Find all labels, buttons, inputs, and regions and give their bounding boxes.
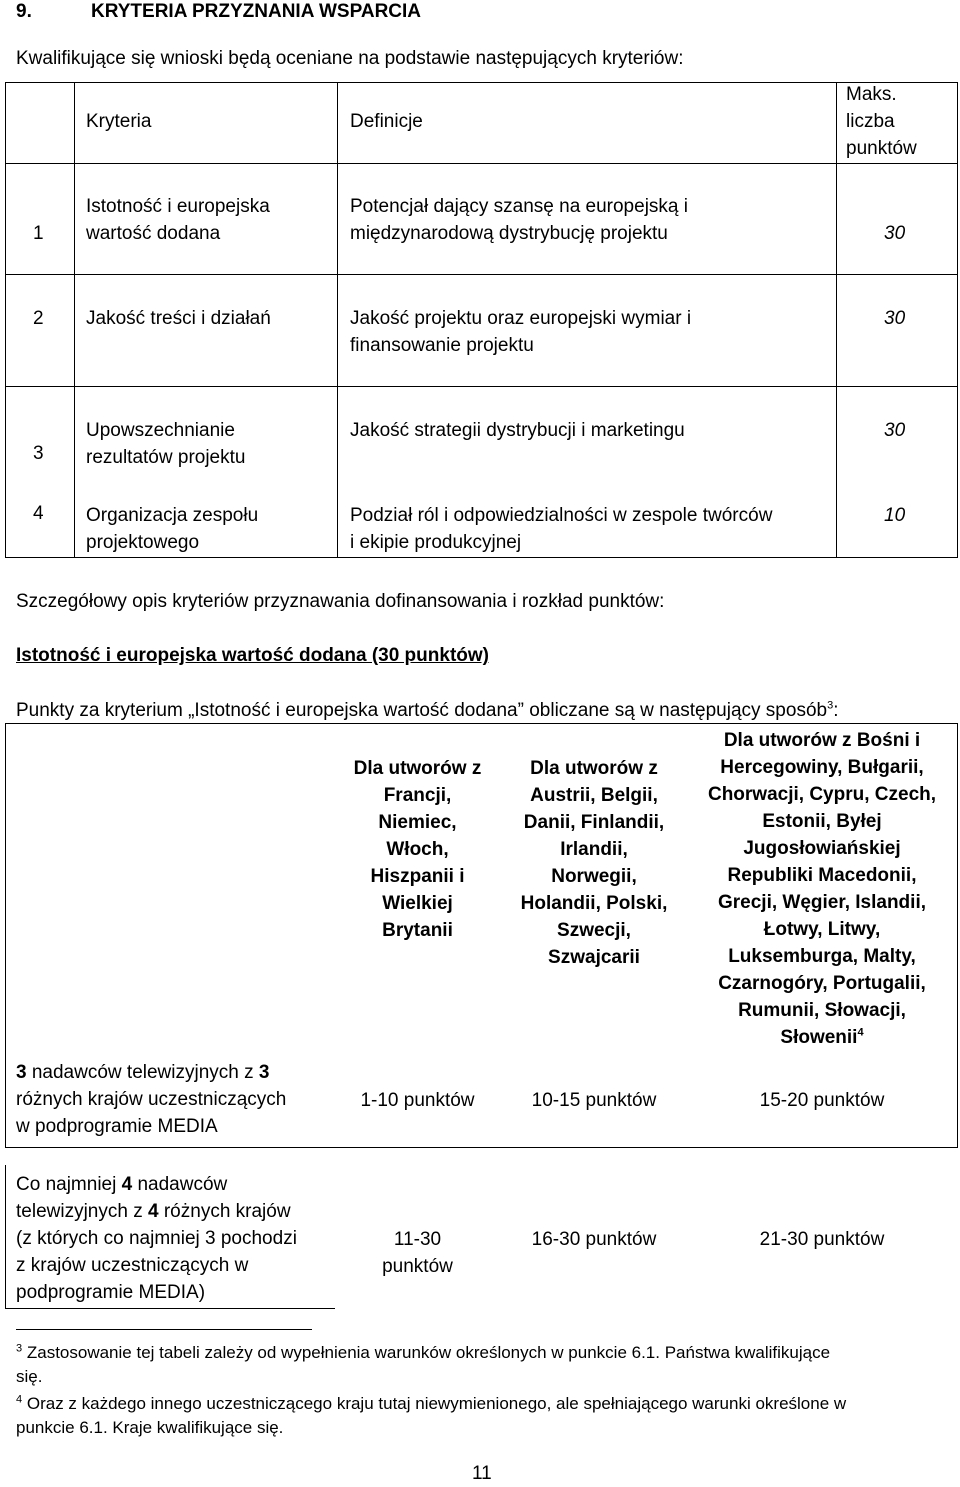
page-number: 11 — [472, 1463, 492, 1484]
section-number: 9. — [16, 1, 32, 22]
row4-def-l2: i ekipie produkcyjnej — [350, 532, 522, 553]
row4-criteria-l1: Organizacja zespołu — [86, 505, 259, 526]
row1-points: 30 — [884, 223, 906, 244]
row1-number: 1 — [33, 223, 44, 244]
row3-def-l1: Jakość strategii dystrybucji i marketingu — [350, 420, 685, 441]
row3-criteria-l2: rezultatów projektu — [86, 447, 246, 468]
col3-header: Dla utworów z Bośni i Hercegowiny, Bułgarii, Chorwacji, Cypru, Czech, Estonii, Byłej Jugosłowiańskiej Republiki Macedonii, Grecji, Węgier, Islandii, Łotwy, Litwy, Luksemburga, Malty, Czarnogóry, Portugalii, Rumunii, Słowacji, Słowenii$^4$ — [707, 730, 937, 1048]
points-row2-col1: 11-30 punktów — [382, 1229, 453, 1277]
row1-def-l1: Potencjał dający szansę na europejską i — [350, 196, 688, 217]
points-row1-col3: 15-20 punktów — [759, 1090, 885, 1111]
row1-criteria-l2: wartość dodana — [86, 223, 221, 244]
points-row2-label: Co najmniej 4 nadawców telewizyjnych z 4 różnych krajów (z których co najmniej 3 pochodzi z krajów uczestniczących w podprogramie MEDIA) — [16, 1174, 297, 1303]
row3-points: 30 — [884, 420, 906, 441]
row2-criteria-l1: Jakość treści i działań — [86, 308, 271, 329]
header-max-l1: Maks. — [846, 84, 897, 105]
row3-number: 3 — [33, 443, 44, 464]
points-intro: Punkty za kryterium „Istotność i europejska wartość dodana” obliczane są w następujący sposób$^3$: — [16, 699, 839, 721]
subheading: Istotność i europejska wartość dodana (30 punktów) — [16, 645, 489, 666]
header-criteria: Kryteria — [86, 111, 152, 132]
header-max-l3: punktów — [846, 138, 917, 159]
row2-def-l2: finansowanie projektu — [350, 335, 534, 356]
detail-intro: Szczegółowy opis kryteriów przyznawania dofinansowania i rozkład punktów: — [16, 591, 665, 612]
header-definitions: Definicje — [350, 111, 423, 132]
row4-criteria-l2: projektowego — [86, 532, 200, 553]
section-title: KRYTERIA PRZYZNANIA WSPARCIA — [91, 1, 422, 22]
row3-criteria-l1: Upowszechnianie — [86, 420, 235, 441]
header-max-l2: liczba — [846, 111, 895, 132]
points-row2-col3: 21-30 punktów — [759, 1229, 885, 1250]
row4-def-l1: Podział ról i odpowiedzialności w zespole twórców — [350, 505, 773, 526]
row1-def-l2: międzynarodową dystrybucję projektu — [350, 223, 668, 244]
row2-points: 30 — [884, 308, 906, 329]
footnote-4: $^4$ Oraz z każdego innego uczestniczącego kraju tutaj niewymienionego, ale spełniającego warunki określone w punkcie 6.1. Kraje kwalifikujące się. — [16, 1393, 847, 1437]
intro-text: Kwalifikujące się wnioski będą oceniane na podstawie następujących kryteriów: — [16, 48, 684, 69]
points-row2-col2: 16-30 punktów — [531, 1229, 657, 1250]
row2-number: 2 — [33, 308, 44, 329]
footnote-3: $^3$ Zastosowanie tej tabeli zależy od wypełnienia warunków określonych w punkcie 6.1. Państwa kwalifikujące się. — [16, 1342, 831, 1386]
footnote-separator — [16, 1329, 312, 1330]
row4-number: 4 — [33, 503, 44, 524]
points-row1-label: 3 nadawców telewizyjnych z 3 różnych krajów uczestniczących w podprogramie MEDIA — [16, 1062, 287, 1137]
row2-def-l1: Jakość projektu oraz europejski wymiar i — [350, 308, 692, 329]
col1-header: Dla utworów z Francji, Niemiec, Włoch, Hiszpanii i Wielkiej Brytanii — [353, 758, 482, 941]
points-row1-col2: 10-15 punktów — [531, 1090, 657, 1111]
points-row1-col1: 1-10 punktów — [360, 1090, 475, 1111]
row1-criteria-l1: Istotność i europejska — [86, 196, 270, 217]
row4-points: 10 — [884, 505, 906, 526]
col2-header: Dla utworów z Austrii, Belgii, Danii, Finlandii, Irlandii, Norwegii, Holandii, Polski, Szwecji, Szwajcarii — [520, 758, 668, 968]
